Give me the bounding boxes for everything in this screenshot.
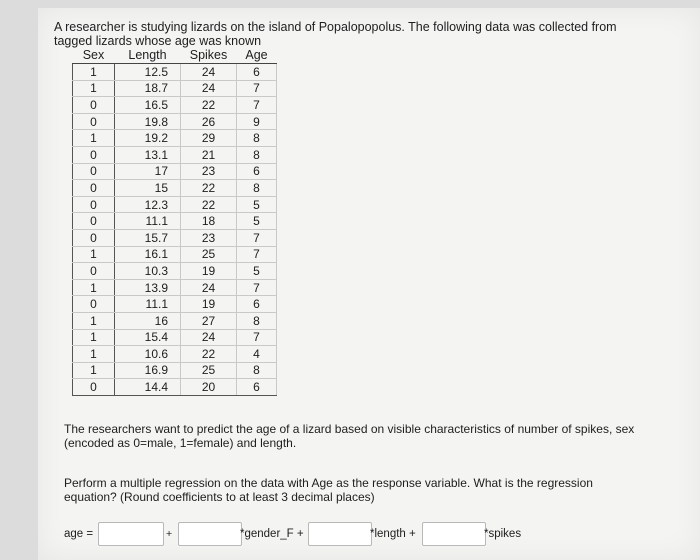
table-row <box>73 312 277 329</box>
cell-length: 11.1 <box>115 213 181 230</box>
cell-sex: 1 <box>73 329 115 346</box>
cell-age: 8 <box>237 362 277 379</box>
cell-age: 4 <box>237 346 277 363</box>
cell-spikes: 22 <box>181 346 237 363</box>
cell-sex: 1 <box>73 346 115 363</box>
cell-age: 6 <box>237 296 277 313</box>
cell-length: 15.7 <box>115 229 181 246</box>
cell-spikes: 18 <box>181 213 237 230</box>
table-row <box>73 213 277 230</box>
cell-age: 8 <box>237 312 277 329</box>
cell-length: 17 <box>115 163 181 180</box>
length-term-label: *length + <box>370 528 416 540</box>
cell-sex: 1 <box>73 312 115 329</box>
cell-sex: 0 <box>73 213 115 230</box>
cell-length: 16 <box>115 312 181 329</box>
table-row <box>73 163 277 180</box>
cell-sex: 0 <box>73 196 115 213</box>
cell-spikes: 19 <box>181 296 237 313</box>
table-row <box>73 346 277 363</box>
cell-age: 7 <box>237 229 277 246</box>
table-row <box>73 263 277 280</box>
cell-spikes: 26 <box>181 113 237 130</box>
cell-spikes: 24 <box>181 64 237 81</box>
problem-intro <box>54 20 674 48</box>
cell-length: 18.7 <box>115 80 181 97</box>
table-header-row <box>73 47 277 64</box>
cell-sex: 0 <box>73 263 115 280</box>
cell-length: 11.1 <box>115 296 181 313</box>
lizard-data-table <box>72 47 277 396</box>
cell-age: 8 <box>237 146 277 163</box>
length-coefficient-input[interactable] <box>308 522 372 546</box>
intercept-input[interactable] <box>98 522 164 546</box>
cell-length: 14.4 <box>115 379 181 396</box>
cell-spikes: 24 <box>181 329 237 346</box>
cell-length: 13.1 <box>115 146 181 163</box>
cell-sex: 1 <box>73 362 115 379</box>
cell-age: 5 <box>237 263 277 280</box>
table-row <box>73 97 277 114</box>
cell-age: 7 <box>237 329 277 346</box>
cell-sex: 0 <box>73 229 115 246</box>
spikes-coefficient-input[interactable] <box>422 522 486 546</box>
header-spikes: Spikes <box>181 47 237 64</box>
table-row <box>73 146 277 163</box>
cell-length: 16.5 <box>115 97 181 114</box>
intro-line-2: tagged lizards whose age was known <box>54 34 262 48</box>
cell-sex: 0 <box>73 113 115 130</box>
cell-sex: 0 <box>73 146 115 163</box>
cell-spikes: 22 <box>181 196 237 213</box>
cell-sex: 0 <box>73 163 115 180</box>
cell-length: 16.1 <box>115 246 181 263</box>
table-row <box>73 196 277 213</box>
question-line-1: Perform a multiple regression on the data with Age as the response variable. What is the regression <box>64 476 593 490</box>
table-row <box>73 329 277 346</box>
cell-length: 10.6 <box>115 346 181 363</box>
cell-sex: 1 <box>73 246 115 263</box>
spikes-term-label: *spikes <box>484 528 522 540</box>
cell-length: 13.9 <box>115 279 181 296</box>
header-age: Age <box>237 47 277 64</box>
header-length: Length <box>115 47 181 64</box>
cell-length: 19.2 <box>115 130 181 147</box>
gender-term-label: *gender_F + <box>240 528 304 540</box>
prediction-description <box>64 422 664 450</box>
cell-age: 8 <box>237 130 277 147</box>
cell-length: 12.5 <box>115 64 181 81</box>
cell-spikes: 22 <box>181 97 237 114</box>
table-row <box>73 379 277 396</box>
header-sex: Sex <box>73 47 115 64</box>
cell-length: 15.4 <box>115 329 181 346</box>
cell-age: 6 <box>237 163 277 180</box>
regression-equation <box>64 522 664 544</box>
cell-sex: 0 <box>73 97 115 114</box>
cell-spikes: 25 <box>181 362 237 379</box>
cell-length: 19.8 <box>115 113 181 130</box>
cell-age: 6 <box>237 64 277 81</box>
gender-coefficient-input[interactable] <box>178 522 242 546</box>
cell-sex: 1 <box>73 64 115 81</box>
cell-length: 10.3 <box>115 263 181 280</box>
cell-spikes: 22 <box>181 180 237 197</box>
cell-age: 6 <box>237 379 277 396</box>
cell-age: 5 <box>237 196 277 213</box>
cell-age: 7 <box>237 97 277 114</box>
cell-spikes: 24 <box>181 80 237 97</box>
table-row <box>73 229 277 246</box>
cell-age: 9 <box>237 113 277 130</box>
table-body <box>73 64 277 396</box>
cell-spikes: 19 <box>181 263 237 280</box>
regression-question <box>64 476 664 504</box>
cell-age: 7 <box>237 80 277 97</box>
cell-spikes: 23 <box>181 163 237 180</box>
table-row <box>73 130 277 147</box>
table-row <box>73 296 277 313</box>
cell-spikes: 27 <box>181 312 237 329</box>
cell-spikes: 20 <box>181 379 237 396</box>
cell-sex: 0 <box>73 296 115 313</box>
cell-spikes: 21 <box>181 146 237 163</box>
cell-sex: 0 <box>73 379 115 396</box>
table-row <box>73 113 277 130</box>
table-row <box>73 180 277 197</box>
cell-age: 5 <box>237 213 277 230</box>
table-row <box>73 246 277 263</box>
cell-spikes: 24 <box>181 279 237 296</box>
cell-length: 12.3 <box>115 196 181 213</box>
intro-line-1: A researcher is studying lizards on the island of Popalopopolus. The following data was collected from <box>54 20 617 34</box>
cell-length: 16.9 <box>115 362 181 379</box>
prediction-line-1: The researchers want to predict the age of a lizard based on visible characteristics of number of spikes, sex <box>64 422 635 436</box>
cell-age: 7 <box>237 246 277 263</box>
question-line-2: equation? (Round coefficients to at least 3 decimal places) <box>64 490 375 504</box>
cell-age: 8 <box>237 180 277 197</box>
cell-spikes: 29 <box>181 130 237 147</box>
cell-sex: 0 <box>73 180 115 197</box>
cell-age: 7 <box>237 279 277 296</box>
table-row <box>73 362 277 379</box>
cell-sex: 1 <box>73 130 115 147</box>
cell-sex: 1 <box>73 80 115 97</box>
table-row <box>73 64 277 81</box>
table-row <box>73 80 277 97</box>
cell-spikes: 23 <box>181 229 237 246</box>
cell-sex: 1 <box>73 279 115 296</box>
cell-spikes: 25 <box>181 246 237 263</box>
cell-length: 15 <box>115 180 181 197</box>
plus-sign: + <box>166 528 173 540</box>
equation-lhs: age = <box>64 528 94 540</box>
prediction-line-2: (encoded as 0=male, 1=female) and length. <box>64 436 297 450</box>
table-row <box>73 279 277 296</box>
